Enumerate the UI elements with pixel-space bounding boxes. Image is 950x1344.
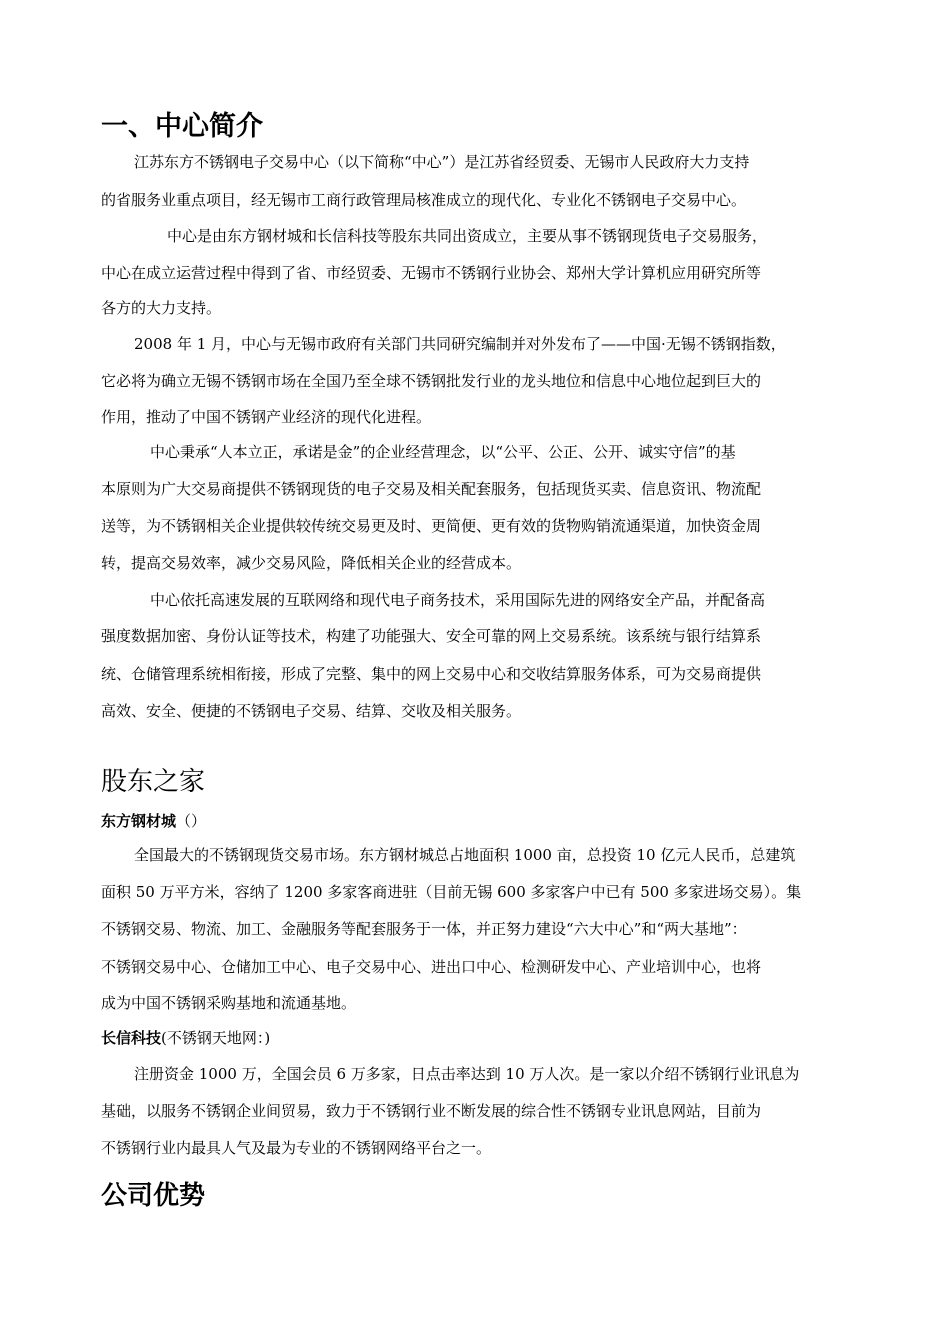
paragraph-line: 全国最大的不锈钢现货交易市场。东方钢材城总占地面积 1000 亩，总投资 10 亿元人民币，总建筑 [134,846,796,864]
paragraph-line: 各方的大力支持。 [101,299,222,317]
shareholder-heading [101,1028,270,1048]
paragraph-line: 中心依托高速发展的互联网络和现代电子商务技术，采用国际先进的网络安全产品，并配备高 [150,591,766,609]
paragraph-line: 不锈钢行业内最具人气及最为专业的不锈钢网络平台之一。 [101,1139,492,1157]
section-title-shareholders: 股东之家 [101,767,206,797]
paragraph-line: 作用，推动了中国不锈钢产业经济的现代化进程。 [101,408,432,426]
paragraph-line: 中心是由东方钢材城和长信科技等股东共同出资成立，主要从事不锈钢现货电子交易服务， [167,227,768,245]
paragraph-line: 它必将为确立无锡不锈钢市场在全国乃至全球不锈钢批发行业的龙头地位和信息中心地位起到巨大的 [101,372,762,390]
paragraph-line: 不锈钢交易中心、仓储加工中心、电子交易中心、进出口中心、检测研发中心、产业培训中心，也将 [101,958,762,976]
paragraph-line: 成为中国不锈钢采购基地和流通基地。 [101,994,357,1012]
paragraph-line: 注册资金 1000 万，全国会员 6 万多家，日点击率达到 10 万人次。是一家以介绍不锈钢行业讯息为 [134,1065,800,1083]
paragraph-line: 中心在成立运营过程中得到了省、市经贸委、无锡市不锈钢行业协会、郑州大学计算机应用研究所等 [101,264,762,282]
paragraph-line: 不锈钢交易、物流、加工、金融服务等配套服务于一体，并正努力建设“六大中心”和“两大基地”： [101,920,747,938]
paragraph-line: 强度数据加密、身份认证等技术，构建了功能强大、安全可靠的网上交易系统。该系统与银行结算系 [101,627,762,645]
section-title-company-advantages: 公司优势 [101,1181,206,1211]
paragraph-line: 基础，以服务不锈钢企业间贸易，致力于不锈钢行业不断发展的综合性不锈钢专业讯息网站，目前为 [101,1102,762,1120]
section-title-center-intro: 一、中心简介 [101,111,263,142]
shareholder-heading [101,811,206,831]
paragraph-line: 江苏东方不锈钢电子交易中心（以下简称“中心”）是江苏省经贸委、无锡市人民政府大力支持 [134,153,750,171]
shareholder-suffix: (不锈钢天地网：) [161,1029,271,1047]
paragraph-line: 的省服务业重点项目，经无锡市工商行政管理局核准成立的现代化、专业化不锈钢电子交易中心。 [101,191,747,209]
shareholder-suffix: （） [176,812,207,830]
shareholder-name: 东方钢材城 [101,812,177,830]
paragraph-line: 送等，为不锈钢相关企业提供较传统交易更及时、更简便、更有效的货物购销流通渠道，加快资金周 [101,517,762,535]
paragraph-line: 转，提高交易效率，减少交易风险，降低相关企业的经营成本。 [101,554,522,572]
shareholder-name: 长信科技 [101,1029,162,1047]
paragraph-line: 本原则为广大交易商提供不锈钢现货的电子交易及相关配套服务，包括现货买卖、信息资讯、物流配 [101,480,762,498]
paragraph-line: 高效、安全、便捷的不锈钢电子交易、结算、交收及相关服务。 [101,702,522,720]
paragraph-line: 统、仓储管理系统相衔接，形成了完整、集中的网上交易中心和交收结算服务体系，可为交易商提供 [101,665,762,683]
paragraph-line: 2008 年 1 月，中心与无锡市政府有关部门共同研究编制并对外发布了——中国·无锡不锈钢指数， [134,335,786,353]
paragraph-line: 中心秉承“人本立正，承诺是金”的企业经营理念，以“公平、公正、公开、诚实守信”的基 [150,443,736,461]
paragraph-line: 面积 50 万平方米，容纳了 1200 多家客商进驻（目前无锡 600 多家客户中已有 500 多家进场交易）。集 [101,883,802,901]
